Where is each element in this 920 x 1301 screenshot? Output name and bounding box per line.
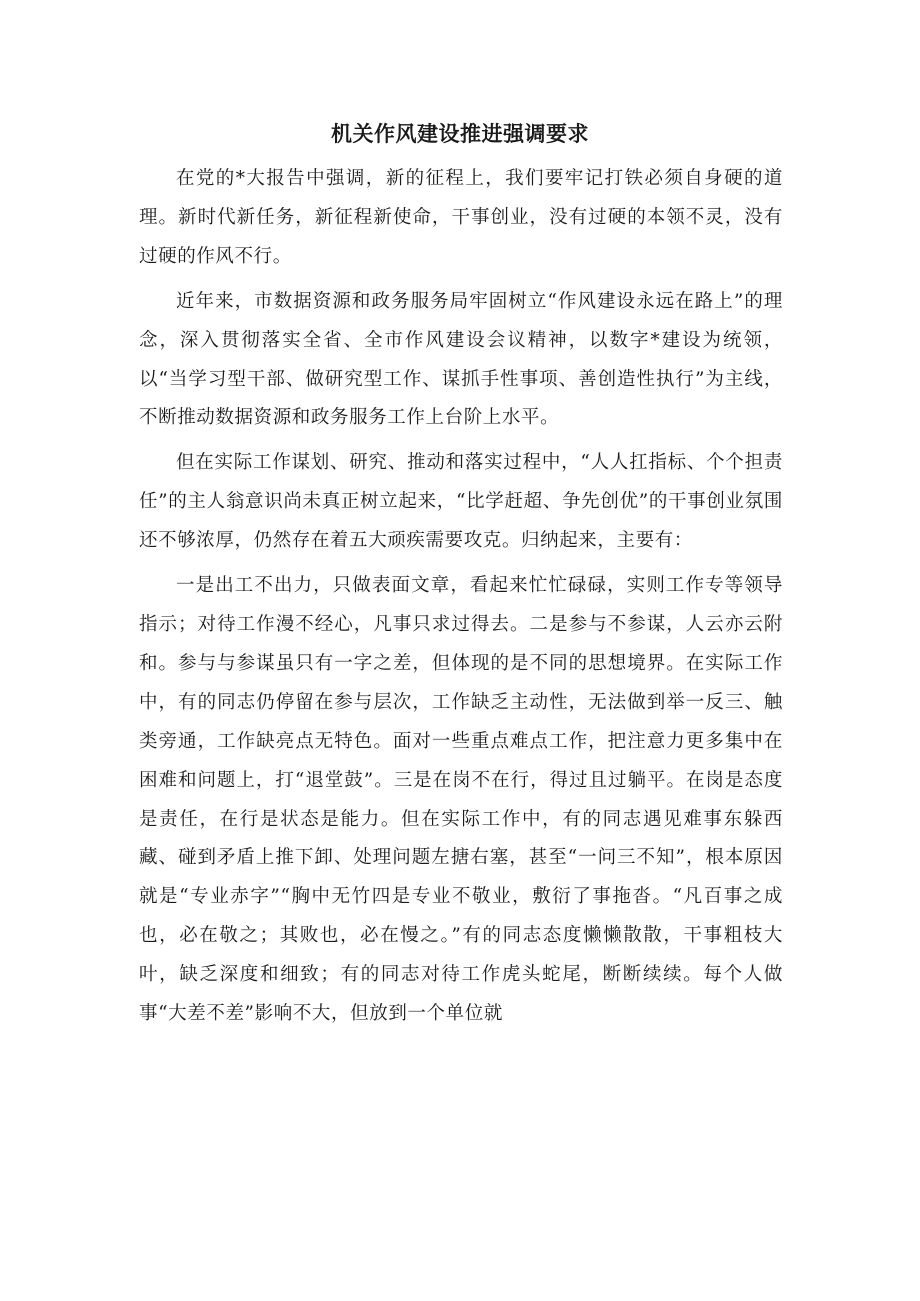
document-body	[139, 160, 783, 1040]
paragraph-problems: 但在实际工作谋划、研究、推动和落实过程中，“人人扛指标、个个担责任”的主人翁意识尚未真正树立起来，“比学赶超、争先创优”的干事创业氛围还不够浓厚，仍然存在着五大顽疾需要攻克。归纳起来，主要有：	[139, 452, 783, 552]
document-title: 机关作风建设推进强调要求	[331, 122, 589, 146]
paragraph-five-issues: 一是出工不出力，只做表面文章，看起来忙忙碌碌，实则工作专等领导指示；对待工作漫不经心，凡事只求过得去。二是参与不参谋，人云亦云附和。参与与参谋虽只有一字之差，但体现的是不同的思想境界。在实际工作中，有的同志仍停留在参与层次，工作缺乏主动性，无法做到举一反三、触类旁通，工作缺亮点无特色。面对一些重点难点工作，把注意力更多集中在困难和问题上，打“退堂鼓”。三是在岗不在行，得过且过躺平。在岗是态度是责任，在行是状态是能力。但在实际工作中，有的同志遇见难事东躲西藏、碰到矛盾上推下卸、处理问题左搪右塞，甚至“一问三不知”，根本原因就是“专业赤字”“胸中无竹四是专业不敬业，敷衍了事拖沓。“凡百事之成也，必在敬之；其败也，必在慢之。”有的同志态度懒懒散散，干事粗枝大叶，缺乏深度和细致；有的同志对待工作虎头蛇尾，断断续续。每个人做事“大差不差”影响不大，但放到一个单位就	[139, 575, 783, 1025]
paragraph-intro: 在党的*大报告中强调，新的征程上，我们要牢记打铁必须自身硬的道理。新时代新任务，新征程新使命，干事创业，没有过硬的本领不灵，没有过硬的作风不行。	[139, 168, 783, 267]
paragraph-recent-years: 近年来，市数据资源和政务服务局牢固树立“作风建设永远在路上”的理念，深入贯彻落实全省、全市作风建设会议精神，以数字*建设为统领，以“当学习型干部、做研究型工作、谋抓手性事项、善创造性执行”为主线，不断推动数据资源和政务服务工作上台阶上水平。	[139, 290, 783, 429]
